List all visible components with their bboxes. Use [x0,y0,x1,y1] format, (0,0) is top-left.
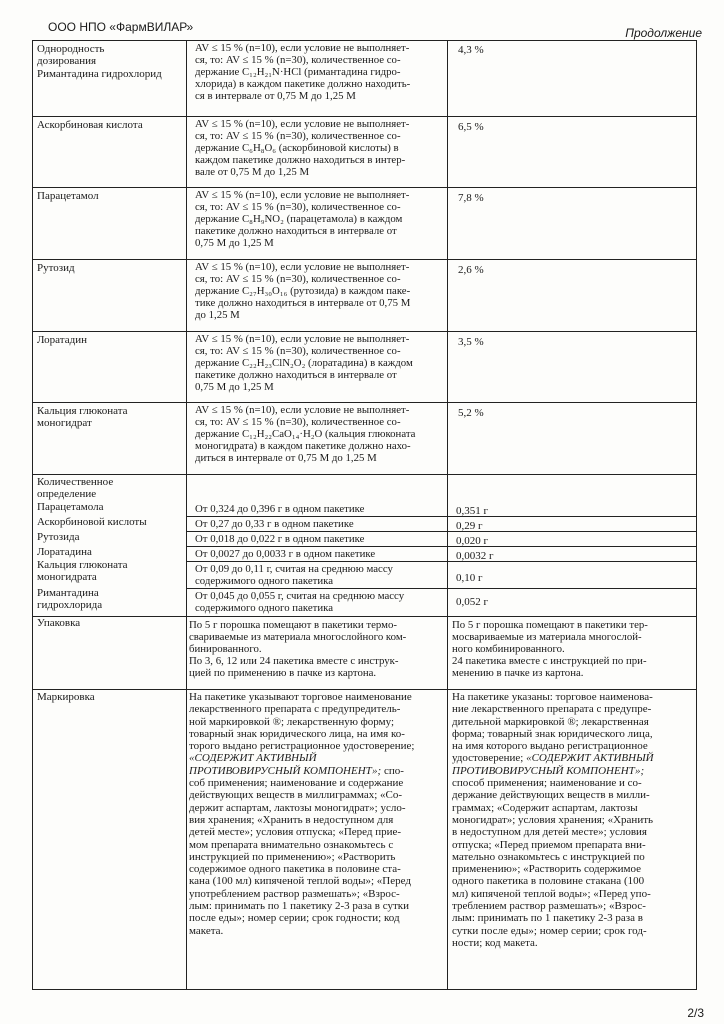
row-requirement: AV ≤ 15 % (n=10), если условие не выполняет- ся, то: AV ≤ 15 % (n=30), количественное со- держание C₂₇H₃₀O₁₆ (рутозида) в каждом паке- тике должно находиться в интервале от 0,75 М до 1,25 М [195,261,411,321]
marking-value-text: На пакетике указаны: торговое наименова- ние лекарственного препарата с предупре- дительной маркировкой ®; лекарственная форма; товарный знак юридического лица, на имя которого выдано регистрационное удостоверение; [452,691,653,765]
row-requirement: AV ≤ 15 % (n=10), если условие не выполняет- ся, то: AV ≤ 15 % (n=30), количественное со- держание C₁₂H₂₁N·HCl (римантадина гидро- хлорида) в каждом пакетике должно находить- ся в интервале от 0,75 М до 1,25 М [195,42,411,102]
row-value: 0,29 г [456,520,483,532]
row-requirement: От 0,045 до 0,055 г, считая на среднюю массу содержимого одного пакетика [195,590,405,614]
row-value: 6,5 % [458,121,484,133]
row-value: 3,5 % [458,336,484,348]
antiviral-warning: «СОДЕРЖИТ АКТИВНЫЙ ПРОТИВОВИРУСНЫЙ КОМПОНЕНТ»; [189,752,382,777]
row-value: По 5 г порошка помещают в пакетики тер- мосвариваемые из материала многослой- ного комбинированного. 24 пакетика вместе с инструкцией по при- менению в пачке из картона. [452,619,648,679]
marking-req-text: спо- [381,764,404,777]
row-name: Аскорбиновой кислоты [37,516,147,528]
row-value: 0,351 г [456,505,489,517]
row-name: Кальция глюконата моногидрат [37,405,128,430]
row-requirement: От 0,27 до 0,33 г в одном пакетике [195,518,354,530]
row-requirement: AV ≤ 15 % (n=10), если условие не выполняет- ся, то: AV ≤ 15 % (n=30), количественное со- держание C₆H₈O₆ (аскорбиновой кислоты) в каждом пакетике должно находиться в интер- вале от 0,75 М до 1,25 М [195,118,410,178]
row-requirement: AV ≤ 15 % (n=10), если условие не выполняет- ся, то: AV ≤ 15 % (n=30), количественное со- держание C₂₂H₂₃ClN₂O₂ (лоратадина) в каждом пакетике должно находиться в интервале от 0,75 М до 1,25 М [195,333,413,393]
row-requirement: AV ≤ 15 % (n=10), если условие не выполняет- ся, то: AV ≤ 15 % (n=30), количественное со- держание C₈H₉NO₂ (парацетамола) в каждом пакетике должно находиться в интервале от 0,75 М до 1,25 М [195,189,410,249]
row-name: Маркировка [37,691,95,703]
row-value: 2,6 % [458,264,484,276]
row-requirement: От 0,09 до 0,11 г, считая на среднюю массу содержимого одного пакетика [195,563,393,587]
row-value: 7,8 % [458,192,484,204]
row-requirement: AV ≤ 15 % (n=10), если условие не выполняет- ся, то: AV ≤ 15 % (n=30), количественное со- держание C₁₂H₂₂CaO₁₄·H₂O (кальция глюконата моногидрата) в каждом пакетике должно нахо- диться в интервале от 0,75 М до 1,25 М [195,404,416,464]
row-value: 0,0032 г [456,550,494,562]
row-requirement: По 5 г порошка помещают в пакетики термо- свариваемые из материала многослойного ком- бинированного. По 3, 6, 12 или 24 пакетика вместе с инструк- цией по применению в пачке из картона. [189,619,407,679]
company-name: ООО НПО «ФармВИЛАР» [48,20,194,34]
row-requirement: От 0,0027 до 0,0033 г в одном пакетике [195,548,376,560]
marking-value-text: способ применения; наименование и со- держание действующих веществ в милли- граммах; «Содержит аспартам, лактозы моногидрат»; условия хранения; «Хранить в недоступном для детей месте»; условия отпуска; «Перед приемом препарата вни- мательно ознакомьтесь с инструкцией по применению»; «Растворить содержимое одного пакетика в половине стакана (100 мл) кипяченой теплой воды»; «Перед упо- треблением раствор размешать»; «Взрос- лым: принимать по 1 пакетику 2-3 раза в сутки после еды»; номер серии; срок год- ности; код макета. [452,777,654,949]
row-value: 0,052 г [456,596,489,608]
row-name: Лоратадин [37,334,87,346]
row-name: Однородность дозирования Римантадина гидрохлорид [37,43,162,80]
row-value: 0,020 г [456,535,489,547]
page-number: 2/3 [687,1006,704,1020]
row-name: Лоратадина [37,546,92,558]
row-value: 5,2 % [458,407,484,419]
row-name: Римантадина гидрохлорида [37,587,103,612]
row-requirement: От 0,018 до 0,022 г в одном пакетике [195,533,365,545]
row-requirement: От 0,324 до 0,396 г в одном пакетике [195,503,365,515]
row-name: Кальция глюконата моногидрата [37,559,128,584]
marking-req-text: На пакетике указывают торговое наименование лекарственного препарата с предупредитель- ной маркировкой ®; лекарственную форму; товарный знак юридического лица, на имя ко- торого выдано регистрационное удостоверение; [189,691,415,753]
marking-req-text: соб применения; наименование и содержание действующих веществ в миллиграммах; «Со- держит аспартам, лактозы моногидрат»; усло- вия хранения; «Хранить в недоступном для детей месте»; условия отпуска; «Перед прие- мом препарата внимательно ознакомьтесь с инструкцией по применению»; «Растворить содержимое одного пакетика в половине ста- кана (100 мл) кипяченой теплой воды»; «Перед употреблением раствор размешать»; «Взрос- лым: принимать по 1 пакетику 2-3 раза в сутки после еды»; номер серии; срок годности; код макета. [189,777,411,937]
marking-value [452,691,695,987]
row-name: Рутозида [37,531,80,543]
row-value: 4,3 % [458,44,484,56]
row-name: Рутозид [37,262,75,274]
assay-title: Количественное определение [37,476,114,501]
row-name: Упаковка [37,617,81,629]
antiviral-warning: «СОДЕРЖИТ АКТИВНЫЙ ПРОТИВОВИРУСНЫЙ КОМПОНЕНТ»; [452,752,654,777]
row-name: Парацетамол [37,190,99,202]
marking-requirement [189,691,445,987]
row-name: Парацетамола [37,501,104,513]
row-value: 0,10 г [456,572,483,584]
continuation-label: Продолжение [625,26,702,40]
row-name: Аскорбиновая кислота [37,119,143,131]
